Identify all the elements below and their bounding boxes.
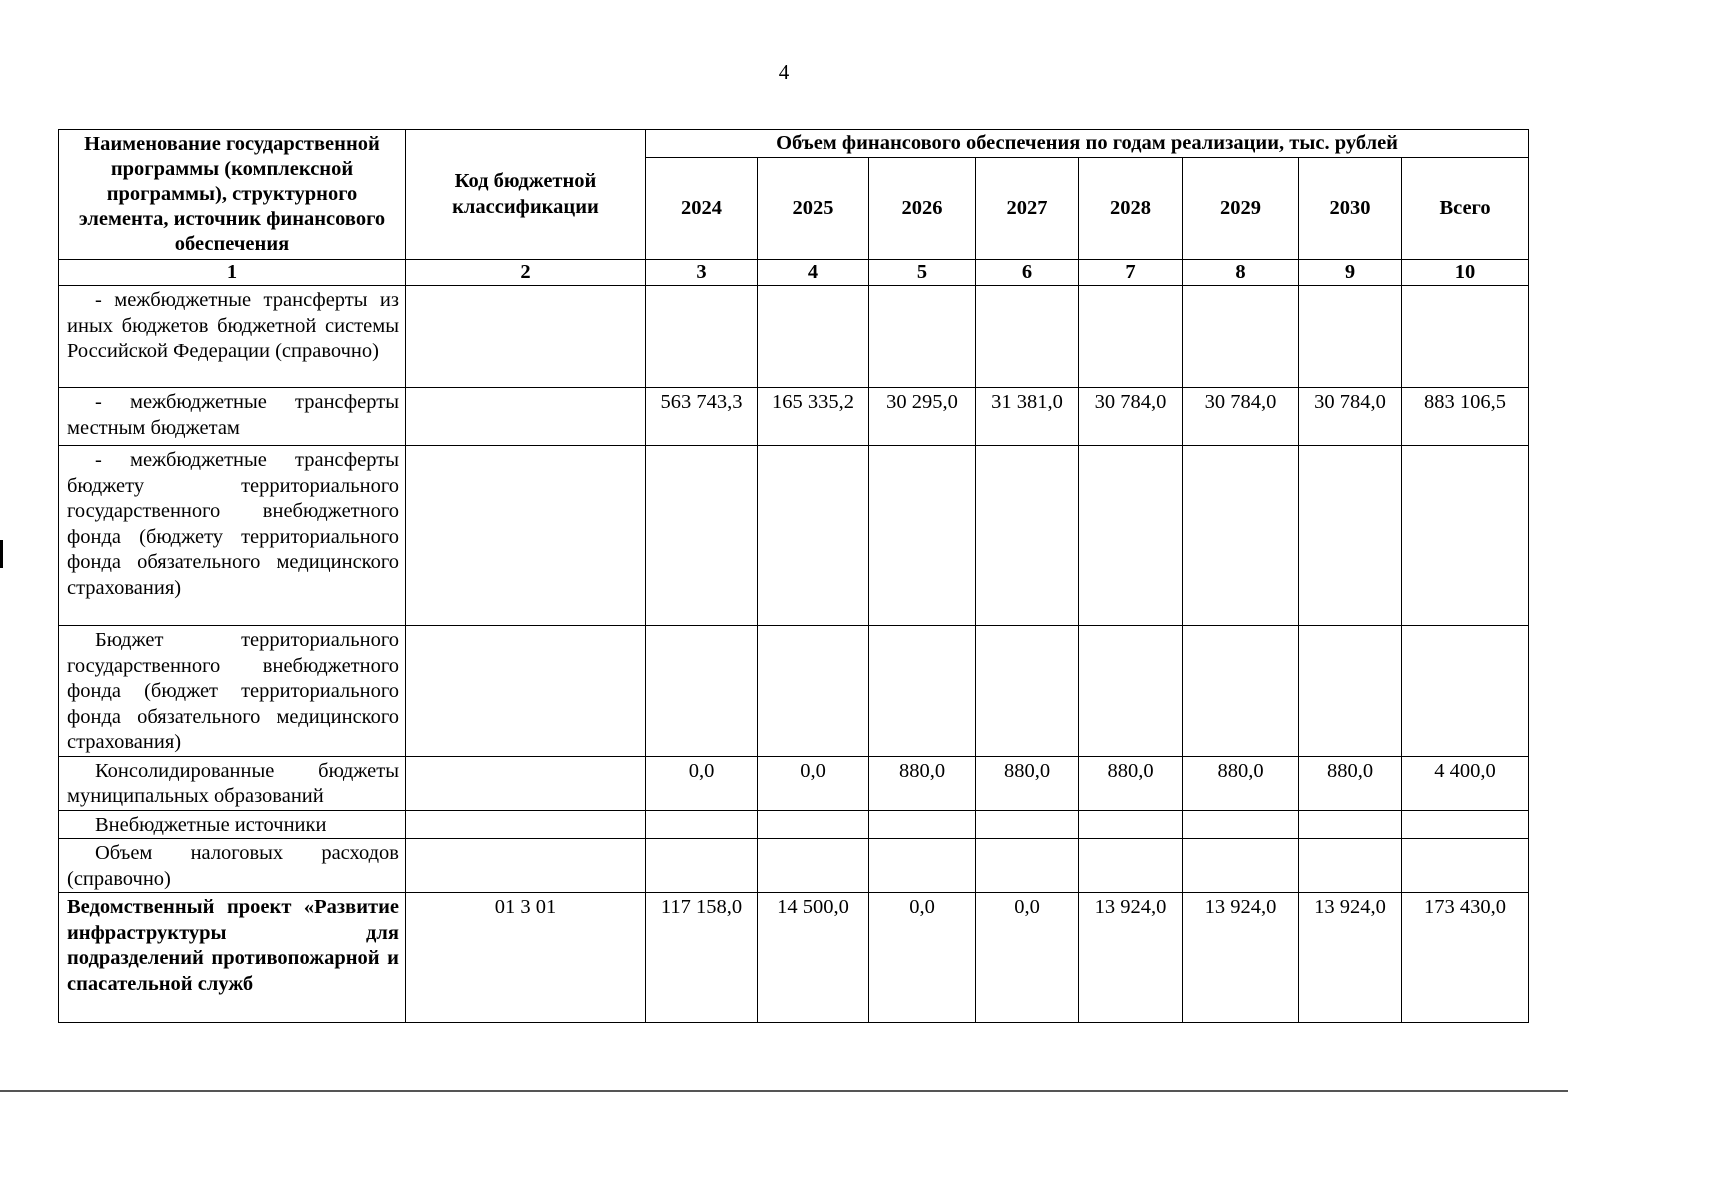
row-year-value-cell: 117 158,0 bbox=[646, 893, 758, 1023]
column-number: 3 bbox=[646, 260, 758, 286]
header-total: Всего bbox=[1402, 158, 1529, 260]
row-year-value-cell bbox=[1299, 839, 1402, 893]
row-total-cell bbox=[1402, 286, 1529, 388]
row-year-value-cell: 880,0 bbox=[1299, 756, 1402, 810]
row-name: Объем налоговых расходов (справочно) bbox=[67, 842, 399, 890]
row-year-value-cell bbox=[646, 839, 758, 893]
row-year-value-cell: 165 335,2 bbox=[758, 388, 869, 446]
row-name: Ведомственный проект «Развитие инфраструктуры для подразделений противопожарной и спасательной служб bbox=[67, 896, 399, 995]
row-year-value-cell bbox=[758, 810, 869, 839]
table-row bbox=[59, 446, 1529, 626]
column-number: 5 bbox=[869, 260, 976, 286]
header-year: 2028 bbox=[1079, 158, 1183, 260]
row-year-value-cell: 0,0 bbox=[758, 756, 869, 810]
row-name: - межбюджетные трансферты из иных бюджетов бюджетной системы Российской Федерации (справочно) bbox=[67, 289, 399, 362]
row-code-cell bbox=[406, 286, 646, 388]
table-body bbox=[59, 286, 1529, 1023]
column-number: 6 bbox=[976, 260, 1079, 286]
row-year-value-cell bbox=[1183, 286, 1299, 388]
row-year-value-cell: 13 924,0 bbox=[1299, 893, 1402, 1023]
row-code-cell bbox=[406, 446, 646, 626]
scan-edge-mark bbox=[0, 540, 3, 568]
page-number: 4 bbox=[778, 60, 790, 84]
row-year-value-cell bbox=[1299, 810, 1402, 839]
row-year-value-cell: 880,0 bbox=[869, 756, 976, 810]
row-year-value-cell bbox=[869, 286, 976, 388]
row-total-cell bbox=[1402, 446, 1529, 626]
row-year-value-cell bbox=[869, 446, 976, 626]
row-code-cell bbox=[406, 756, 646, 810]
row-year-value-cell bbox=[869, 626, 976, 757]
row-total-cell: 4 400,0 bbox=[1402, 756, 1529, 810]
row-total-cell bbox=[1402, 839, 1529, 893]
header-year: 2030 bbox=[1299, 158, 1402, 260]
row-year-value-cell bbox=[1079, 839, 1183, 893]
row-code-cell: 01 3 01 bbox=[406, 893, 646, 1023]
row-year-value-cell bbox=[1079, 446, 1183, 626]
row-year-value-cell: 14 500,0 bbox=[758, 893, 869, 1023]
column-number-row bbox=[59, 260, 1529, 286]
row-year-value-cell bbox=[758, 286, 869, 388]
header-year: 2024 bbox=[646, 158, 758, 260]
row-year-value-cell: 880,0 bbox=[976, 756, 1079, 810]
row-year-value-cell bbox=[646, 626, 758, 757]
table-row bbox=[59, 839, 1529, 893]
scan-bottom-line bbox=[0, 1090, 1568, 1092]
row-year-value-cell bbox=[1079, 810, 1183, 839]
row-year-value-cell bbox=[1299, 446, 1402, 626]
row-code-cell bbox=[406, 388, 646, 446]
row-name-cell bbox=[59, 286, 406, 388]
row-year-value-cell: 563 743,3 bbox=[646, 388, 758, 446]
budget-table bbox=[58, 129, 1529, 1023]
row-year-value-cell bbox=[976, 810, 1079, 839]
row-year-value-cell bbox=[1299, 286, 1402, 388]
row-name-cell bbox=[59, 893, 406, 1023]
row-year-value-cell: 30 784,0 bbox=[1079, 388, 1183, 446]
row-name: Консолидированные бюджеты муниципальных образований bbox=[67, 759, 399, 807]
row-year-value-cell bbox=[646, 286, 758, 388]
row-name-cell bbox=[59, 446, 406, 626]
table-row bbox=[59, 388, 1529, 446]
row-year-value-cell: 880,0 bbox=[1183, 756, 1299, 810]
row-year-value-cell bbox=[646, 810, 758, 839]
row-name: Бюджет территориального государственного внебюджетного фонда (бюджет территориального фонда обязательного медицинского страхования) bbox=[67, 629, 399, 753]
column-number: 2 bbox=[406, 260, 646, 286]
row-year-value-cell bbox=[1183, 810, 1299, 839]
row-year-value-cell bbox=[1183, 446, 1299, 626]
row-code-cell bbox=[406, 810, 646, 839]
row-name-cell bbox=[59, 756, 406, 810]
row-year-value-cell: 13 924,0 bbox=[1079, 893, 1183, 1023]
table-row bbox=[59, 286, 1529, 388]
row-name-cell bbox=[59, 388, 406, 446]
header-year: 2025 bbox=[758, 158, 869, 260]
row-year-value-cell: 31 381,0 bbox=[976, 388, 1079, 446]
row-year-value-cell bbox=[976, 286, 1079, 388]
row-year-value-cell: 13 924,0 bbox=[1183, 893, 1299, 1023]
row-total-cell: 883 106,5 bbox=[1402, 388, 1529, 446]
header-year: 2027 bbox=[976, 158, 1079, 260]
row-code-cell bbox=[406, 626, 646, 757]
row-year-value-cell: 0,0 bbox=[869, 893, 976, 1023]
row-year-value-cell bbox=[976, 446, 1079, 626]
row-year-value-cell: 30 784,0 bbox=[1183, 388, 1299, 446]
row-name: Внебюджетные источники bbox=[95, 813, 327, 836]
column-number: 10 bbox=[1402, 260, 1529, 286]
row-year-value-cell bbox=[1079, 286, 1183, 388]
row-year-value-cell bbox=[758, 626, 869, 757]
column-number: 9 bbox=[1299, 260, 1402, 286]
row-year-value-cell: 0,0 bbox=[646, 756, 758, 810]
row-year-value-cell bbox=[869, 810, 976, 839]
row-name-cell bbox=[59, 839, 406, 893]
row-total-cell: 173 430,0 bbox=[1402, 893, 1529, 1023]
row-code-cell bbox=[406, 839, 646, 893]
header-year: 2029 bbox=[1183, 158, 1299, 260]
row-year-value-cell bbox=[646, 446, 758, 626]
row-year-value-cell bbox=[1183, 839, 1299, 893]
row-year-value-cell: 880,0 bbox=[1079, 756, 1183, 810]
row-year-value-cell bbox=[758, 446, 869, 626]
table-row bbox=[59, 893, 1529, 1023]
row-total-cell bbox=[1402, 626, 1529, 757]
row-year-value-cell: 30 295,0 bbox=[869, 388, 976, 446]
header-year: 2026 bbox=[869, 158, 976, 260]
row-year-value-cell bbox=[869, 839, 976, 893]
column-number: 4 bbox=[758, 260, 869, 286]
row-year-value-cell bbox=[1079, 626, 1183, 757]
table-row bbox=[59, 756, 1529, 810]
column-number: 8 bbox=[1183, 260, 1299, 286]
header-code-column: Код бюджетной классификации bbox=[406, 130, 646, 260]
row-name-cell bbox=[59, 626, 406, 757]
row-year-value-cell bbox=[758, 839, 869, 893]
column-number: 7 bbox=[1079, 260, 1183, 286]
row-year-value-cell: 30 784,0 bbox=[1299, 388, 1402, 446]
header-volume-group: Объем финансового обеспечения по годам реализации, тыс. рублей bbox=[646, 130, 1529, 158]
row-name: - межбюджетные трансферты бюджету территориального государственного внебюджетного фонда (бюджету территориального фонда обязательного медицинского страхования) bbox=[67, 449, 399, 599]
table-row bbox=[59, 810, 1529, 839]
row-year-value-cell bbox=[1183, 626, 1299, 757]
table-row bbox=[59, 626, 1529, 757]
row-year-value-cell: 0,0 bbox=[976, 893, 1079, 1023]
row-year-value-cell bbox=[1299, 626, 1402, 757]
header-name-column: Наименование государственной программы (комплексной программы), структурного элемента, источник финансового обеспечения bbox=[59, 130, 406, 260]
row-year-value-cell bbox=[976, 839, 1079, 893]
column-number: 1 bbox=[59, 260, 406, 286]
row-name: - межбюджетные трансферты местным бюджетам bbox=[67, 391, 399, 439]
row-year-value-cell bbox=[976, 626, 1079, 757]
row-total-cell bbox=[1402, 810, 1529, 839]
row-name-cell bbox=[59, 810, 406, 839]
